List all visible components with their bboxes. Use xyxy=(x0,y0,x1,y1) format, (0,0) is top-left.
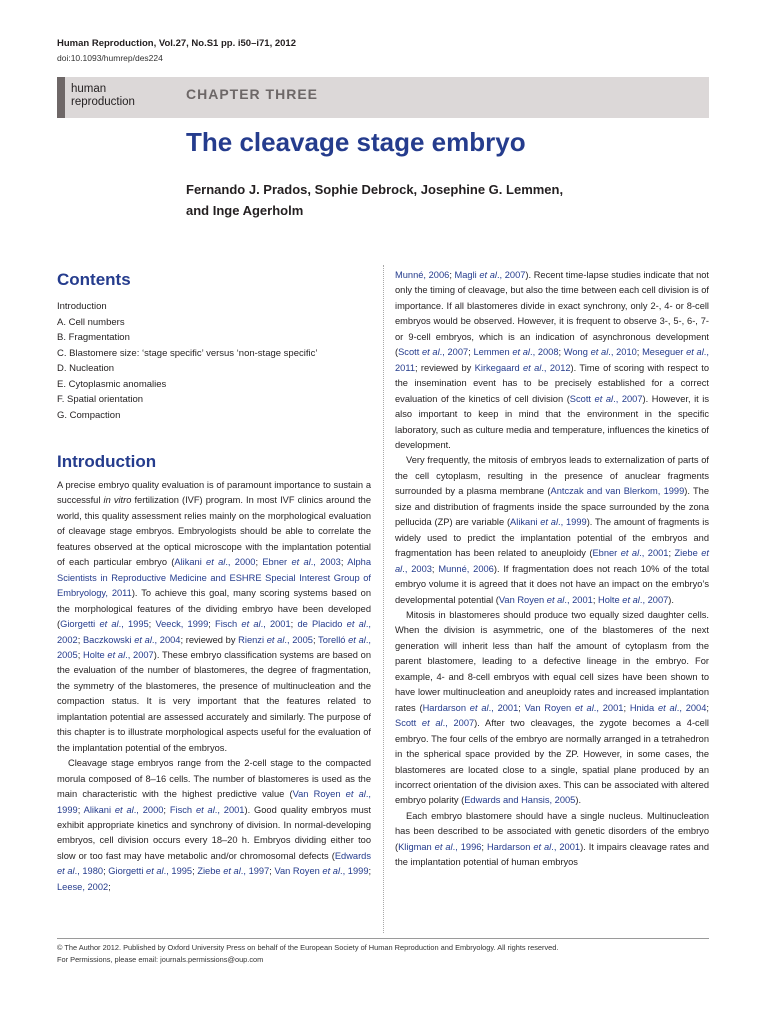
citation-link[interactable]: et al xyxy=(469,702,489,713)
citation-link[interactable]: et al xyxy=(421,347,440,358)
copyright-notice: © The Author 2012. Published by Oxford University Press on behalf of the European Society of Human Reproduction and Embryology. All rights reserved. xyxy=(57,943,559,952)
body-text: ; xyxy=(255,557,263,568)
citation-link[interactable]: ., 2002 xyxy=(57,619,372,645)
citation-link[interactable]: Fisch xyxy=(169,804,196,815)
body-text: ; reviewed by xyxy=(180,634,239,645)
author-list xyxy=(186,179,563,221)
body-text: ; xyxy=(468,347,474,358)
citation-link[interactable]: et al xyxy=(546,594,565,605)
citation-link[interactable]: ., 2012 xyxy=(541,362,571,373)
body-paragraph xyxy=(395,809,709,871)
body-text: ). After two cleavages, the zygote becomes a 4-cell embryo. The four cells of the embryo are normally arranged in a tetrahedron in the spherical space provided by the ZP. However, in some cases, the blastomeres are located close to a single, spatial plane produced by an incorrect orientation of the division axes. This can be associated with altered embryo polarity ( xyxy=(395,718,709,806)
citation-link[interactable]: et al xyxy=(114,804,134,815)
citation-link[interactable]: Magli xyxy=(454,270,480,280)
body-text: A precise embryo quality evaluation is of paramount importance to sustain a successful xyxy=(57,480,371,506)
body-text: ; xyxy=(192,866,198,877)
footer-rule xyxy=(57,938,709,939)
citation-link[interactable]: ., 1996 xyxy=(452,841,482,852)
body-text: ; xyxy=(592,594,598,605)
citation-link[interactable]: Holte xyxy=(597,594,623,605)
citation-link[interactable]: Munné, 2006 xyxy=(438,563,494,574)
body-text: fertilization (IVF) program. In most IVF clinics around the world, this quality assessment relies mainly on the morphological evaluation of cleavage stage embryos. Embryologists should be able to correlate the features observed at the optical microscope with the implantation potential of each particular embryo ( xyxy=(57,495,371,568)
citation-link[interactable]: et al xyxy=(686,347,704,358)
citation-link[interactable]: Scott xyxy=(395,718,422,729)
citation-link[interactable]: et al xyxy=(291,557,311,568)
citation-link[interactable]: Meseguer xyxy=(642,347,687,358)
citation-link[interactable]: Van Royen xyxy=(274,866,323,877)
journal-logo xyxy=(71,83,135,109)
citation-link[interactable]: ., 1997 xyxy=(240,866,270,877)
citation-link[interactable]: et al xyxy=(146,866,164,877)
contents-item[interactable]: F. Spatial orientation xyxy=(57,394,144,405)
journal-citation: Human Reproduction, Vol.27, No.S1 pp. i50–i71, 2012 xyxy=(57,38,296,49)
contents-item[interactable]: D. Nucleation xyxy=(57,363,115,374)
citation-link[interactable]: Alpha Scientists in Reproductive Medicine and ESHRE Special Interest Group of Embryology, 2011 xyxy=(57,557,371,599)
citation-link[interactable]: Ebner xyxy=(592,548,621,559)
body-text: Each embryo blastomere should have a single nucleus. Multinucleation has been described to be associated with genetic disorders of the embryo ( xyxy=(395,810,709,852)
citation-link[interactable]: et al xyxy=(574,702,594,713)
citation-link[interactable]: Hnida xyxy=(629,702,658,713)
body-text: ; xyxy=(481,841,487,852)
body-text: ; xyxy=(269,866,275,877)
citation-link[interactable]: ., 2007 xyxy=(496,270,526,280)
citation-link[interactable]: Ebner xyxy=(262,557,292,568)
body-text: ; xyxy=(706,702,709,713)
citation-link[interactable]: Scott xyxy=(398,347,422,358)
contents-item[interactable]: A. Cell numbers xyxy=(57,316,125,328)
citation-link[interactable]: ., 2001 xyxy=(564,594,593,605)
citation-link[interactable]: ., 1999 xyxy=(57,789,371,815)
journal-logo-line2: reproduction xyxy=(71,96,135,108)
body-text: ; xyxy=(163,804,170,815)
citation-link[interactable]: ., 2008 xyxy=(529,347,559,358)
author-line-1: Fernando J. Prados, Sophie Debrock, Josephine G. Lemmen, xyxy=(186,182,564,197)
column-divider xyxy=(383,265,384,933)
body-text: ; xyxy=(636,347,643,358)
citation-link[interactable]: et al xyxy=(348,634,366,645)
body-text: ; xyxy=(312,634,319,645)
citation-link[interactable]: et al xyxy=(345,789,366,800)
citation-link[interactable]: et al xyxy=(266,634,285,645)
body-text: Cleavage stage embryos range from the 2-cell stage to the compacted morula composed of 8–16 cells. The number of blastomeres is used as the main characteristic with the highest predictive value ( xyxy=(57,758,371,800)
citation-link[interactable]: Baczkowski xyxy=(82,634,135,645)
citation-link[interactable]: ., 1995 xyxy=(163,866,193,877)
citation-link[interactable]: Van Royen xyxy=(524,702,575,713)
body-text: ; xyxy=(208,619,216,630)
citation-link[interactable]: Veeck, 1999 xyxy=(155,619,209,630)
citation-link[interactable]: et al xyxy=(657,702,677,713)
body-text: ; xyxy=(77,804,84,815)
body-text: ). These embryo classification systems are based on the evaluation of the number of blastomeres, the degree of fragmentation, the symmetry of the blastomeres, the presence of multinucleation and the compaction status. It is very important that the features related to implantation potential are assessed accurately and similarly. The purpose of this chapter is to illustrate morphological aspects useful for the evaluation of the implantation potential of the embryos. xyxy=(57,649,371,753)
right-column-text xyxy=(395,268,709,871)
chapter-band xyxy=(57,77,709,118)
citation-link[interactable]: et al xyxy=(533,841,552,852)
body-text: ; xyxy=(368,866,372,877)
citation-link[interactable]: Scott xyxy=(569,393,595,404)
author-line-2: and Inge Agerholm xyxy=(186,203,304,218)
citation-link[interactable]: ., 2001 xyxy=(488,702,519,713)
citation-link[interactable]: et al xyxy=(107,649,126,660)
citation-link[interactable]: et al xyxy=(346,619,366,630)
citation-link[interactable]: et al xyxy=(322,866,341,877)
citation-link[interactable]: Leese, 2002 xyxy=(57,881,109,892)
citation-link[interactable]: Alikani xyxy=(83,804,115,815)
citation-link[interactable]: ., 2003 xyxy=(310,557,341,568)
citation-link[interactable]: et al xyxy=(620,548,640,559)
citation-link[interactable]: ., 2001 xyxy=(551,841,581,852)
citation-link[interactable]: Ziebe xyxy=(197,866,224,877)
citation-link[interactable]: ., 2011 xyxy=(395,347,709,373)
body-paragraph xyxy=(395,608,709,809)
body-paragraph xyxy=(57,756,371,895)
body-text: ). Recent time-lapse studies indicate that not only the timing of cleavage, but also the time between each cell division is of importance. If all blastomeres divide in exact synchrony, only 2-, 4- or 8-cell embryos would be observed. However, it is frequent to observe 3-, 5-, 6-, 7- or 9-cell embryos, which is an indication of asynchronous development ( xyxy=(395,270,710,358)
citation-link[interactable]: ., 1995 xyxy=(118,619,149,630)
citation-link[interactable]: Van Royen xyxy=(292,789,346,800)
citation-link[interactable]: ., 2003 xyxy=(402,563,432,574)
chapter-label: CHAPTER THREE xyxy=(186,86,319,102)
body-text: ; xyxy=(431,563,439,574)
citation-link[interactable]: Alikani xyxy=(510,517,541,528)
body-text: ; xyxy=(449,270,455,280)
article-title: The cleavage stage embryo xyxy=(186,127,526,157)
citation-link[interactable]: Giorgetti xyxy=(60,619,100,630)
citation-link[interactable]: Hardarson xyxy=(486,841,534,852)
contents-item[interactable]: Introduction xyxy=(57,301,107,312)
citation-link[interactable]: ., 2005 xyxy=(284,634,313,645)
citation-link[interactable]: Kirkegaard xyxy=(474,362,523,373)
citation-link[interactable]: ., 2001 xyxy=(260,619,291,630)
citation-link[interactable]: ., 2007 xyxy=(613,393,643,404)
citation-link[interactable]: Lemmen xyxy=(473,347,513,358)
contents-item[interactable]: B. Fragmentation xyxy=(57,332,130,343)
citation-link[interactable]: ., 2000 xyxy=(225,557,256,568)
contents-list xyxy=(57,299,317,423)
citation-link[interactable]: ., 2004 xyxy=(151,634,181,645)
citation-link[interactable]: ., 2010 xyxy=(608,347,637,358)
citation-link[interactable]: et al xyxy=(223,866,241,877)
citation-link[interactable]: et al xyxy=(479,270,497,280)
citation-link[interactable]: ., 2007 xyxy=(639,594,669,605)
introduction-heading: Introduction xyxy=(57,452,157,471)
body-paragraph xyxy=(395,268,709,453)
citation-link[interactable]: ., 2007 xyxy=(442,718,475,729)
citation-link[interactable]: et al xyxy=(512,347,530,358)
citation-link[interactable]: Antczak and van Blerkom, 1999 xyxy=(550,486,685,497)
citation-link[interactable]: Van Royen xyxy=(498,594,547,605)
citation-link[interactable]: et al xyxy=(590,347,609,358)
citation-link[interactable]: Edwards xyxy=(334,850,371,861)
body-text: ; xyxy=(77,649,83,660)
citation-link[interactable]: Rienzi xyxy=(238,634,267,645)
doi-line: doi:10.1093/humrep/des224 xyxy=(57,53,163,63)
body-text: ; xyxy=(668,548,675,559)
contents-heading: Contents xyxy=(57,270,131,289)
citation-link[interactable]: Fisch xyxy=(215,619,242,630)
citation-link[interactable]: Edwards and Hansis, 2005 xyxy=(464,795,576,806)
body-paragraph xyxy=(395,453,709,608)
citation-link[interactable]: et al xyxy=(195,804,215,815)
body-text: ; xyxy=(623,702,630,713)
body-text: ; reviewed by xyxy=(415,362,475,373)
citation-link[interactable]: Torelló xyxy=(318,634,349,645)
body-text: ). Time of scoring with respect to the insemination event has to be precisely established for a correct evaluation of the kinetics of cell division ( xyxy=(395,362,709,404)
citation-link[interactable]: et al xyxy=(395,548,709,574)
citation-link[interactable]: et al xyxy=(523,362,542,373)
citation-link[interactable]: ., 2001 xyxy=(214,804,245,815)
citation-link[interactable]: et al xyxy=(206,557,226,568)
citation-link[interactable]: ., 2005 xyxy=(57,634,371,660)
italic-text: in vitro xyxy=(103,495,132,506)
citation-link[interactable]: Ziebe xyxy=(674,548,702,559)
citation-link[interactable]: et al xyxy=(594,393,614,404)
citation-link[interactable]: et al xyxy=(540,517,559,528)
body-text: Mitosis in blastomeres should produce two equally sized daughter cells. When the division is asymmetric, one of the blastomeres of the next generation will inherit less than half the amount of cytoplasm from the parent blastomere, leading to a defective lineage in the embryo. For example, 4- and 8-cell embryos with equal cell sizes have been shown to have lower multinucleation and aneuploidy rates and increased implantation rates ( xyxy=(395,609,709,713)
citation-link[interactable]: ., 2007 xyxy=(125,649,154,660)
body-text: ; xyxy=(108,881,111,892)
citation-link[interactable]: Munné, 2006 xyxy=(395,270,450,280)
body-text: ; xyxy=(290,619,298,630)
body-text: ; xyxy=(77,634,83,645)
body-text: ). The size and distribution of fragments inside the space surrounded by the zona pellucida (ZP) are variable ( xyxy=(395,486,709,528)
body-text: Very frequently, the mitosis of embryos leads to externalization of parts of the cell cytoplasm, resulting in the presence of anuclear fragments surrounded by a plasma membrane ( xyxy=(395,455,709,497)
citation-link[interactable]: ., 2007 xyxy=(439,347,469,358)
citation-link[interactable]: ., 1999 xyxy=(340,866,369,877)
journal-logo-bar xyxy=(57,77,65,118)
body-text: ). Good quality embryos must exhibit appropriate kinetics and synchrony of division. In normal-developing embryos, cell division occurs every 18–20 h. Embryos dividing either too slow or too fast may have metabolic and/or chromosomal defects ( xyxy=(57,804,371,861)
contents-item[interactable]: C. Blastomere size: ‘stage specific’ versus ‘non-stage specific’ xyxy=(57,347,318,359)
citation-link[interactable]: ., 2004 xyxy=(676,702,707,713)
body-text: ; xyxy=(148,619,156,630)
citation-link[interactable]: ., 2001 xyxy=(639,548,669,559)
citation-link[interactable]: ., 1980 xyxy=(74,866,104,877)
body-text: ). To achieve this goal, many scoring systems based on the morphological features of the dividing embryo have been developed ( xyxy=(57,588,371,630)
citation-link[interactable]: Hardarson xyxy=(422,702,470,713)
citation-link[interactable]: et al xyxy=(622,594,640,605)
contents-item[interactable]: G. Compaction xyxy=(57,409,121,421)
citation-link[interactable]: et al xyxy=(134,634,152,645)
contents-item[interactable]: E. Cytoplasmic anomalies xyxy=(57,378,167,390)
citation-link[interactable]: et al xyxy=(99,619,119,630)
body-text: ; xyxy=(103,866,109,877)
body-text: ). It impairs cleavage rates and the implantation potential of human embryos xyxy=(395,841,710,868)
body-text: ). If fragmentation does not reach 10% of the total embryo volume it is agreed that it does not have an impact on the embryo’s developmental potential ( xyxy=(395,563,710,605)
body-text: ; xyxy=(558,347,564,358)
citation-link[interactable]: et al xyxy=(421,718,443,729)
body-text: ). xyxy=(668,594,674,605)
citation-link[interactable]: Wong xyxy=(563,347,591,358)
citation-link[interactable]: Alikani xyxy=(174,557,207,568)
citation-link[interactable]: et al xyxy=(434,841,453,852)
citation-link[interactable]: de Placido xyxy=(297,619,347,630)
body-paragraph xyxy=(57,478,371,756)
body-text: ; xyxy=(518,702,525,713)
citation-link[interactable]: et al xyxy=(241,619,261,630)
citation-link[interactable]: Kligman xyxy=(398,841,435,852)
body-text: ). The amount of fragments is widely used to predict the implantation potential of the embryos and fragmentation has been related to aneuploidy ( xyxy=(395,517,710,559)
citation-link[interactable]: Giorgetti xyxy=(108,866,147,877)
citation-link[interactable]: Holte xyxy=(83,649,108,660)
body-text: ). However, it is also important to keep in mind that the environment in the specific laboratory, such as culture media and temperature, influences the kinetics of development. xyxy=(395,393,710,450)
body-text: ; xyxy=(340,557,348,568)
citation-link[interactable]: ., 2001 xyxy=(593,702,624,713)
body-text: ). xyxy=(575,795,582,806)
citation-link[interactable]: ., 2000 xyxy=(133,804,164,815)
citation-link[interactable]: ., 1999 xyxy=(558,517,587,528)
citation-link[interactable]: et al xyxy=(57,866,75,877)
left-column-text xyxy=(57,478,371,895)
journal-logo-line1: human xyxy=(71,83,107,95)
permissions-notice: For Permissions, please email: journals.permissions@oup.com xyxy=(57,955,264,964)
